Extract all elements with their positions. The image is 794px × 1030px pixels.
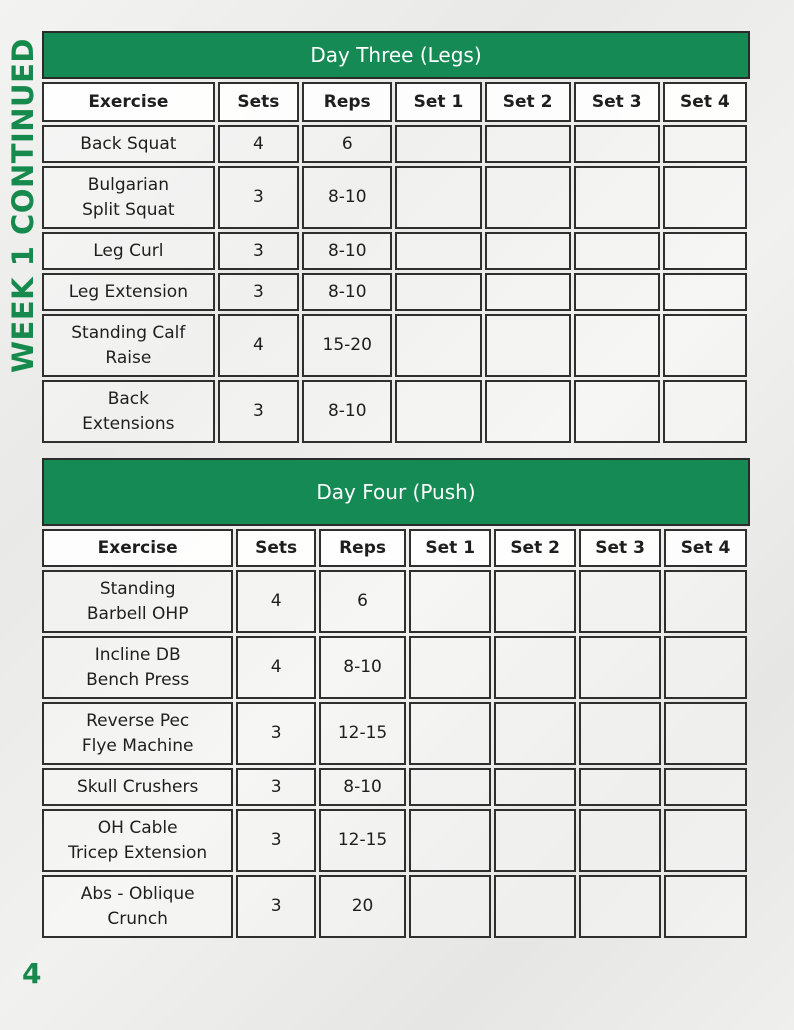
table-row	[42, 636, 747, 699]
set-4-entry[interactable]	[664, 768, 747, 806]
exercise-name: Standing Barbell OHP	[42, 570, 233, 633]
day-four-header-row	[42, 529, 747, 567]
exercise-name: Bulgarian Split Squat	[42, 166, 215, 229]
day-three-header-row	[42, 82, 747, 122]
table-row	[42, 166, 747, 229]
set-2-entry[interactable]	[494, 636, 576, 699]
sets-value: 3	[218, 232, 299, 270]
set-3-entry[interactable]	[579, 809, 661, 872]
exercise-name: Reverse Pec Flye Machine	[42, 702, 233, 765]
day-three-title: Day Three (Legs)	[42, 31, 750, 79]
set-4-entry[interactable]	[664, 875, 747, 938]
set-4-entry[interactable]	[664, 702, 747, 765]
reps-value: 8-10	[302, 380, 392, 443]
reps-value: 6	[319, 570, 406, 633]
set-3-entry[interactable]	[574, 380, 660, 443]
set-1-entry[interactable]	[409, 768, 491, 806]
set-2-entry[interactable]	[494, 809, 576, 872]
sets-value: 3	[236, 768, 316, 806]
set-4-entry[interactable]	[663, 166, 747, 229]
exercise-name: Incline DB Bench Press	[42, 636, 233, 699]
col-header-set-1: Set 1	[395, 82, 481, 122]
sets-value: 4	[236, 636, 316, 699]
col-header-set-2: Set 2	[485, 82, 571, 122]
col-header-set-3: Set 3	[579, 529, 661, 567]
day-three-table	[39, 79, 750, 446]
day-four-title: Day Four (Push)	[42, 458, 750, 526]
set-1-entry[interactable]	[409, 809, 491, 872]
set-2-entry[interactable]	[494, 702, 576, 765]
set-3-entry[interactable]	[579, 875, 661, 938]
col-header-exercise: Exercise	[42, 529, 233, 567]
reps-value: 8-10	[319, 768, 406, 806]
set-2-entry[interactable]	[485, 125, 571, 163]
set-4-entry[interactable]	[664, 809, 747, 872]
exercise-name: Back Extensions	[42, 380, 215, 443]
exercise-name: Skull Crushers	[42, 768, 233, 806]
set-4-entry[interactable]	[664, 636, 747, 699]
set-3-entry[interactable]	[579, 570, 661, 633]
sets-value: 3	[218, 166, 299, 229]
page-number: 4	[22, 957, 42, 990]
col-header-set-1: Set 1	[409, 529, 491, 567]
col-header-exercise: Exercise	[42, 82, 215, 122]
table-row	[42, 875, 747, 938]
sets-value: 4	[236, 570, 316, 633]
reps-value: 6	[302, 125, 392, 163]
reps-value: 8-10	[302, 273, 392, 311]
set-2-entry[interactable]	[494, 768, 576, 806]
set-1-entry[interactable]	[409, 702, 491, 765]
col-header-set-4: Set 4	[663, 82, 747, 122]
day-three-section	[42, 31, 750, 446]
sets-value: 3	[236, 875, 316, 938]
set-3-entry[interactable]	[574, 314, 660, 377]
set-2-entry[interactable]	[485, 314, 571, 377]
set-3-entry[interactable]	[579, 702, 661, 765]
exercise-name: Standing Calf Raise	[42, 314, 215, 377]
set-4-entry[interactable]	[663, 273, 747, 311]
set-1-entry[interactable]	[409, 875, 491, 938]
set-2-entry[interactable]	[485, 380, 571, 443]
table-row	[42, 768, 747, 806]
side-title	[2, 35, 44, 375]
set-2-entry[interactable]	[494, 875, 576, 938]
table-row	[42, 273, 747, 311]
set-3-entry[interactable]	[579, 636, 661, 699]
sets-value: 3	[218, 380, 299, 443]
set-1-entry[interactable]	[395, 125, 481, 163]
set-1-entry[interactable]	[395, 314, 481, 377]
exercise-name: Abs - Oblique Crunch	[42, 875, 233, 938]
set-2-entry[interactable]	[494, 570, 576, 633]
sets-value: 3	[218, 273, 299, 311]
set-4-entry[interactable]	[663, 125, 747, 163]
table-row	[42, 125, 747, 163]
exercise-name: Leg Extension	[42, 273, 215, 311]
table-row	[42, 702, 747, 765]
col-header-sets: Sets	[218, 82, 299, 122]
table-row	[42, 314, 747, 377]
reps-value: 12-15	[319, 702, 406, 765]
side-title-text: WEEK 1 CONTINUED	[6, 37, 40, 373]
set-3-entry[interactable]	[574, 232, 660, 270]
table-row	[42, 570, 747, 633]
table-row	[42, 809, 747, 872]
col-header-sets: Sets	[236, 529, 316, 567]
set-1-entry[interactable]	[409, 636, 491, 699]
set-2-entry[interactable]	[485, 232, 571, 270]
set-4-entry[interactable]	[663, 314, 747, 377]
exercise-name: OH Cable Tricep Extension	[42, 809, 233, 872]
sets-value: 3	[236, 809, 316, 872]
reps-value: 8-10	[302, 232, 392, 270]
set-4-entry[interactable]	[663, 232, 747, 270]
set-3-entry[interactable]	[574, 166, 660, 229]
set-1-entry[interactable]	[395, 166, 481, 229]
set-3-entry[interactable]	[579, 768, 661, 806]
col-header-set-4: Set 4	[664, 529, 747, 567]
col-header-set-3: Set 3	[574, 82, 660, 122]
exercise-name: Back Squat	[42, 125, 215, 163]
set-1-entry[interactable]	[409, 570, 491, 633]
col-header-reps: Reps	[319, 529, 406, 567]
set-1-entry[interactable]	[395, 273, 481, 311]
set-2-entry[interactable]	[485, 273, 571, 311]
reps-value: 8-10	[319, 636, 406, 699]
day-four-section	[42, 458, 750, 941]
set-4-entry[interactable]	[663, 380, 747, 443]
col-header-set-2: Set 2	[494, 529, 576, 567]
reps-value: 15-20	[302, 314, 392, 377]
day-four-table	[39, 526, 750, 941]
exercise-name: Leg Curl	[42, 232, 215, 270]
table-row	[42, 232, 747, 270]
reps-value: 20	[319, 875, 406, 938]
set-3-entry[interactable]	[574, 125, 660, 163]
reps-value: 8-10	[302, 166, 392, 229]
sets-value: 4	[218, 125, 299, 163]
set-3-entry[interactable]	[574, 273, 660, 311]
sets-value: 4	[218, 314, 299, 377]
set-4-entry[interactable]	[664, 570, 747, 633]
set-2-entry[interactable]	[485, 166, 571, 229]
col-header-reps: Reps	[302, 82, 392, 122]
sets-value: 3	[236, 702, 316, 765]
reps-value: 12-15	[319, 809, 406, 872]
set-1-entry[interactable]	[395, 232, 481, 270]
table-row	[42, 380, 747, 443]
set-1-entry[interactable]	[395, 380, 481, 443]
